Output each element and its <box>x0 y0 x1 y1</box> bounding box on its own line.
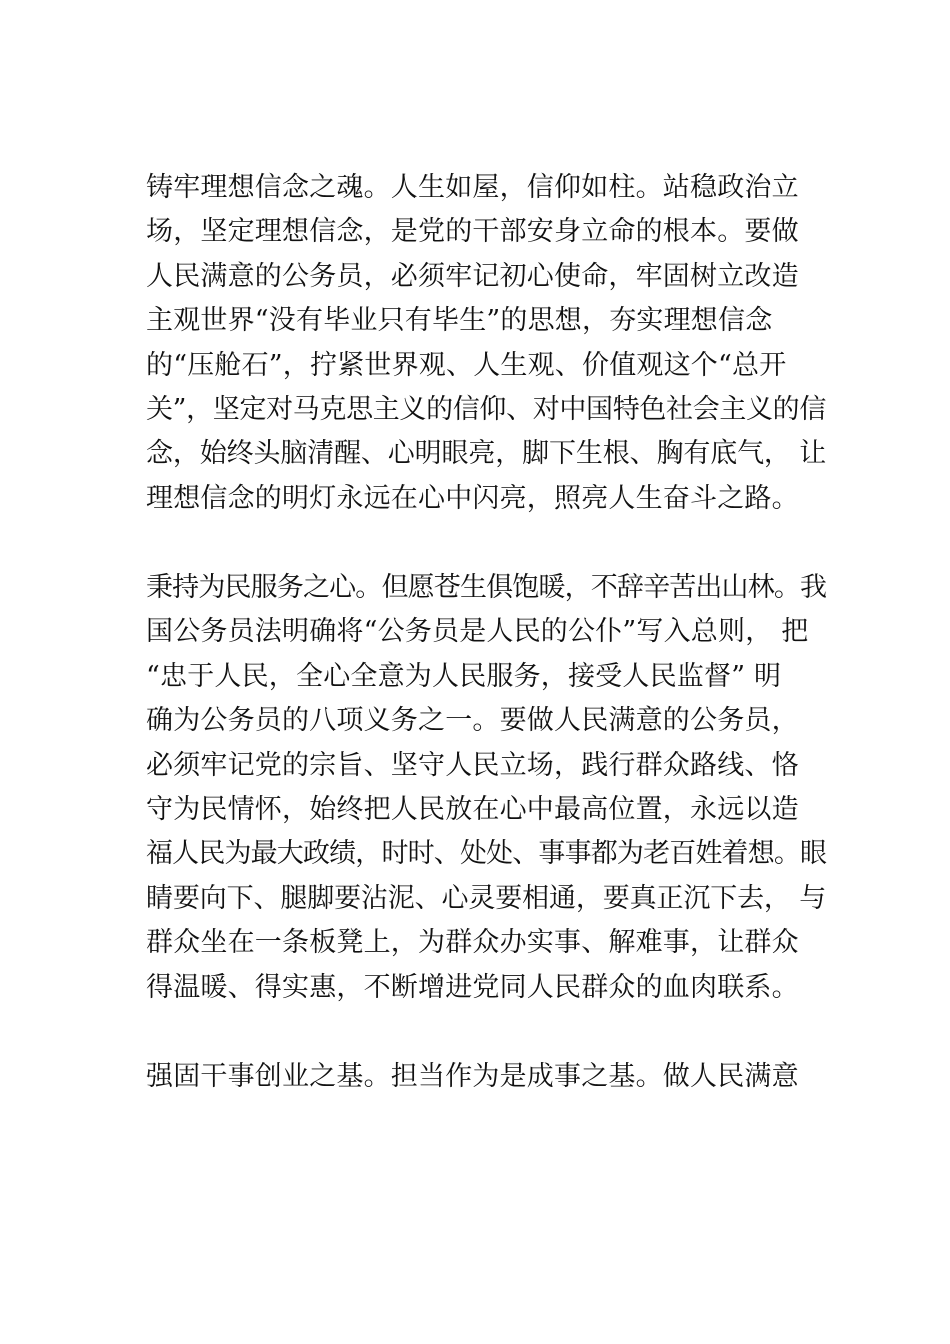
text-line: 国公务员法明确将“公务员是人民的公仆”写入总则， 把 <box>146 616 809 648</box>
paragraph-ideals <box>146 166 826 521</box>
text-line: 守为民情怀，始终把人民放在心中最高位置，永远以造 <box>146 793 799 825</box>
text-line: 必须牢记党的宗旨、坚守人民立场，践行群众路线、恪 <box>146 749 799 781</box>
text-line: “忠于人民，全心全意为人民服务，接受人民监督” 明 <box>146 660 782 692</box>
paragraph-foundation <box>146 1055 826 1099</box>
text-line: 主观世界“没有毕业只有毕生”的思想，夯实理想信念 <box>146 305 773 337</box>
paragraph-service <box>146 566 826 1010</box>
text-line: 秉持为民服务之心。但愿苍生俱饱暖，不辞辛苦出山林。我 <box>146 572 827 603</box>
text-line: 福人民为最大政绩，时时、处处、事事都为老百姓着想。眼 <box>146 838 827 870</box>
text-line: 的“压舱石”，拧紧世界观、人生观、价值观这个“总开 <box>146 349 787 381</box>
text-line: 理想信念的明灯永远在心中闪亮，照亮人生奋斗之路。 <box>146 482 799 514</box>
text-line: 强固干事创业之基。担当作为是成事之基。做人民满意 <box>146 1061 799 1092</box>
text-line: 群众坐在一条板凳上，为群众办实事、解难事，让群众 <box>146 927 799 959</box>
text-line: 场，坚定理想信念，是党的干部安身立命的根本。要做 <box>146 216 799 248</box>
text-line: 得温暖、得实惠，不断增进党同人民群众的血肉联系。 <box>146 971 799 1003</box>
text-line: 念，始终头脑清醒、心明眼亮，脚下生根、胸有底气， 让 <box>146 438 827 470</box>
text-line: 人民满意的公务员，必须牢记初心使命，牢固树立改造 <box>146 260 799 292</box>
text-line: 确为公务员的八项义务之一。要做人民满意的公务员， <box>146 705 799 737</box>
text-line: 关”，坚定对马克思主义的信仰、对中国特色社会主义的信 <box>146 393 827 425</box>
text-line: 铸牢理想信念之魂。人生如屋，信仰如柱。站稳政治立 <box>146 172 799 203</box>
text-line: 睛要向下、腿脚要沾泥、心灵要相通，要真正沉下去， 与 <box>146 882 827 914</box>
